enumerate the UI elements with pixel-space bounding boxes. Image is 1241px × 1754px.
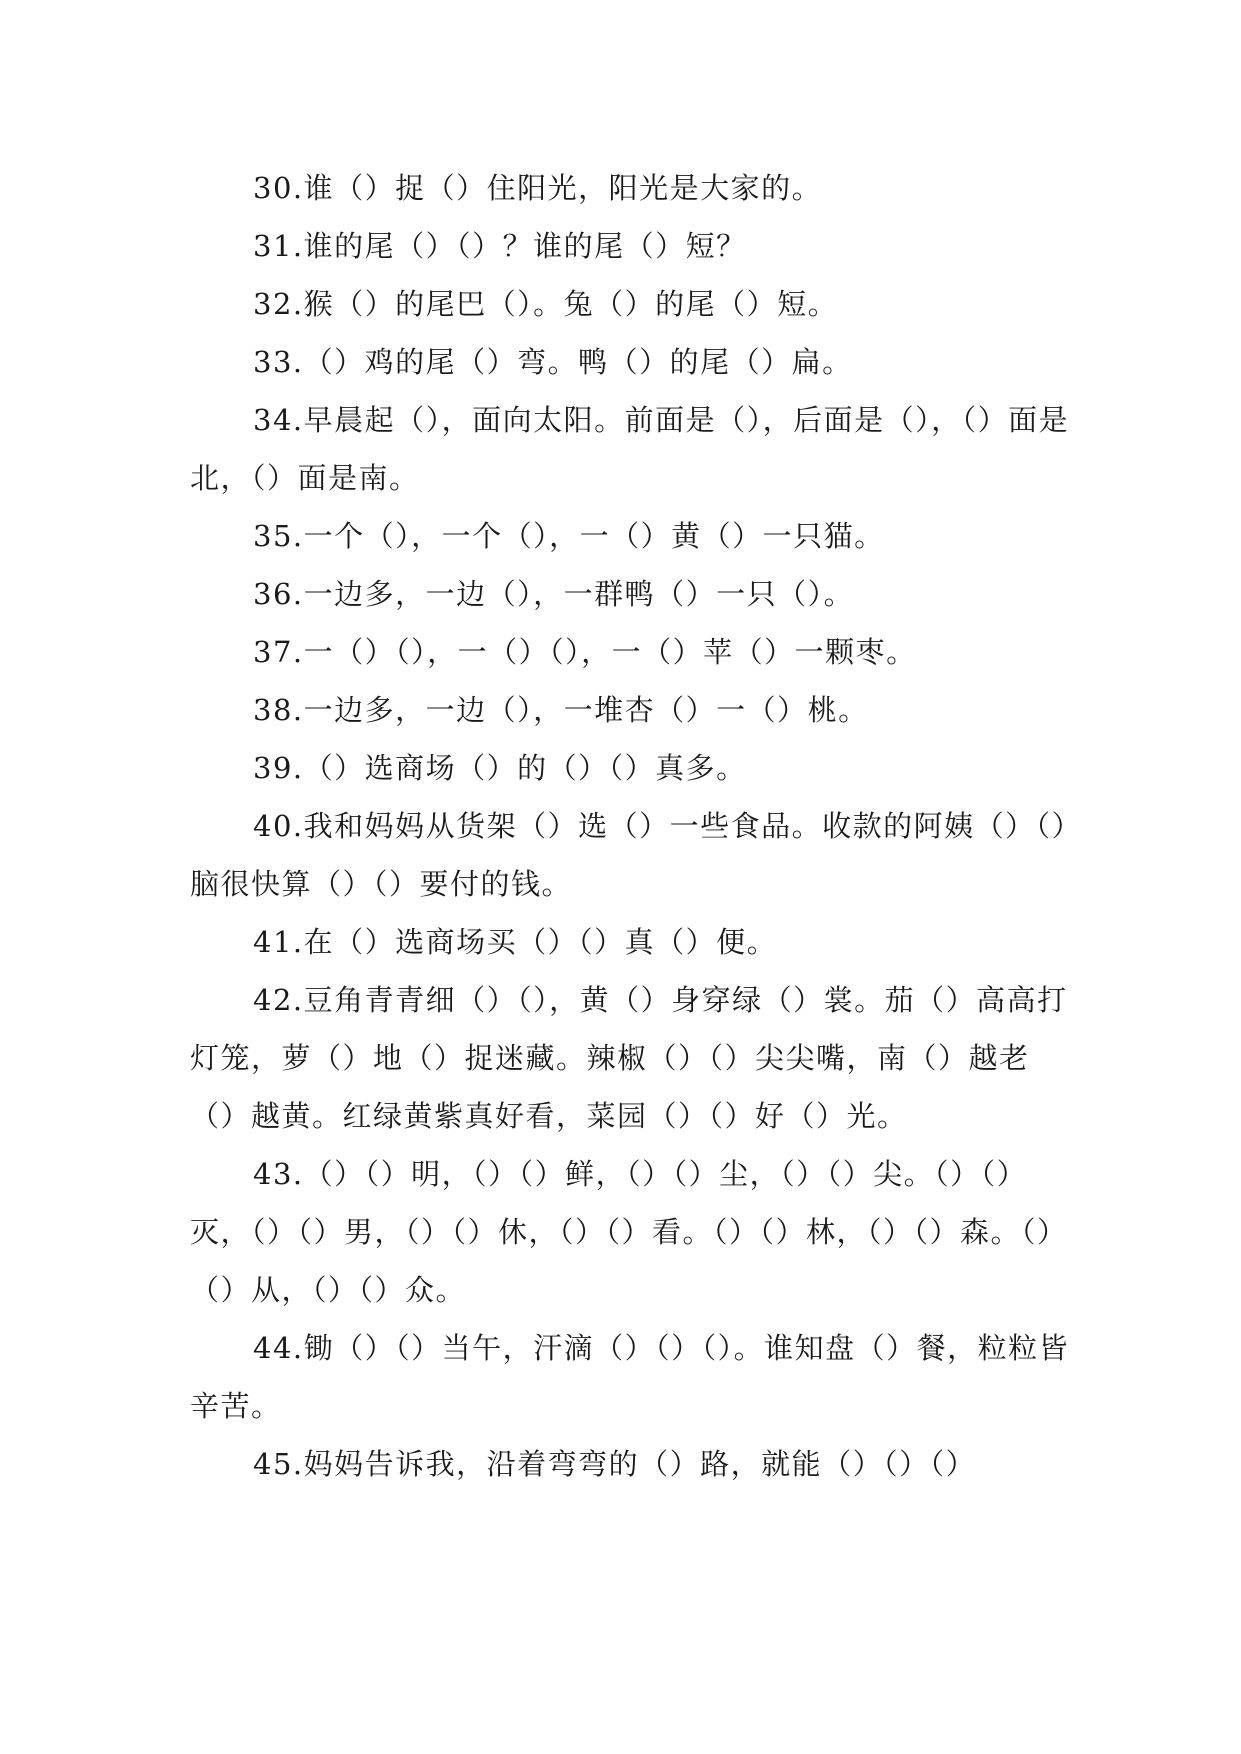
exercise-item-42: 42.豆角青青细（）（），黄（）身穿绿（）裳。茄（）高高打灯笼，萝（）地（）捉迷藏。辣椒（）（）尖尖嘴，南（）越老（）越黄。红绿黄紫真好看，菜园（）（）好（）光。 xyxy=(190,983,1068,1133)
exercise-item-43: 43.（）（）明，（）（）鲜，（）（）尘，（）（）尖。（）（）灭，（）（）男，（）（）休，（）（）看。（）（）林，（）（）森。（）（）从，（）（）众。 xyxy=(190,1157,1068,1307)
exercise-item-37: 37.一（）（），一（）（），一（）苹（）一颗枣。 xyxy=(253,635,917,669)
exercise-list xyxy=(190,159,1070,1493)
exercise-item-31: 31.谁的尾（）（）？谁的尾（）短？ xyxy=(253,229,747,263)
exercise-item-35: 35.一个（），一个（），一（）黄（）一只猫。 xyxy=(253,519,885,553)
exercise-item-34: 34.早晨起（），面向太阳。前面是（），后面是（），（）面是北，（）面是南。 xyxy=(190,403,1070,495)
exercise-item-40: 40.我和妈妈从货架（）选（）一些食品。收款的阿姨（）（）脑很快算（）（）要付的钱。 xyxy=(190,809,1068,901)
exercise-item-45: 45.妈妈告诉我，沿着弯弯的（）路，就能（）（）（） xyxy=(253,1447,977,1481)
exercise-item-32: 32.猴（）的尾巴（）。兔（）的尾（）短。 xyxy=(253,287,839,321)
exercise-item-38: 38.一边多，一边（），一堆杏（）一（）桃。 xyxy=(253,693,869,727)
exercise-item-41: 41.在（）选商场买（）（）真（）便。 xyxy=(253,925,778,959)
exercise-item-44: 44.锄（）（）当午，汗滴（）（）（）。谁知盘（）餐，粒粒皆辛苦。 xyxy=(190,1331,1070,1423)
exercise-item-39: 39.（）选商场（）的（）（）真多。 xyxy=(253,751,747,785)
exercise-item-30: 30.谁（）捉（）住阳光，阳光是大家的。 xyxy=(253,171,823,205)
exercise-item-36: 36.一边多，一边（），一群鸭（）一只（）。 xyxy=(253,577,855,611)
exercise-item-33: 33.（）鸡的尾（）弯。鸭（）的尾（）扁。 xyxy=(253,345,853,379)
